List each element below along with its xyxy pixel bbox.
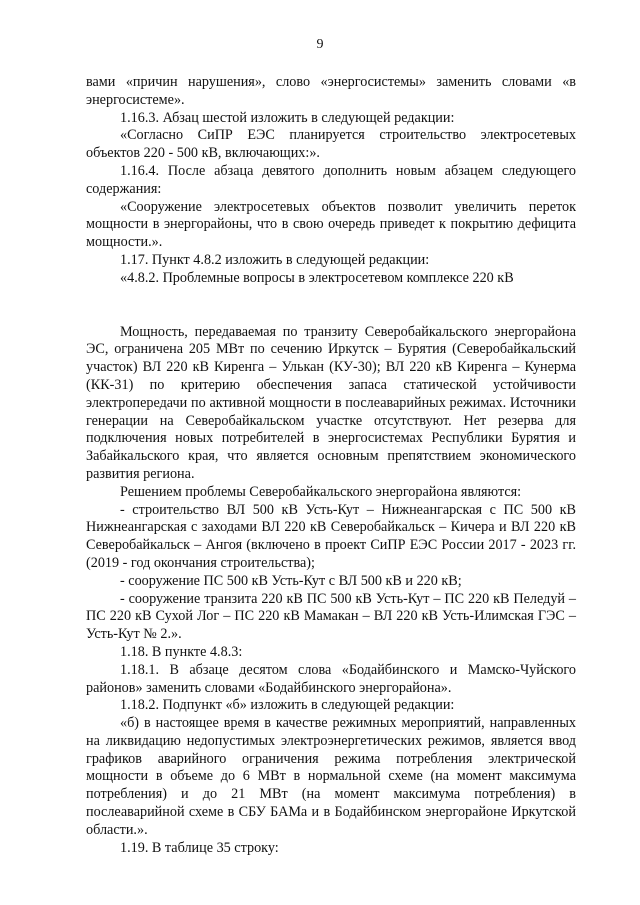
paragraph: «Согласно СиПР ЕЭС планируется строительство электросетевых объектов 220 - 500 кВ, включающих:». [86,127,576,162]
paragraph: 1.16.3. Абзац шестой изложить в следующей редакции: [120,109,455,126]
paragraph: «б) в настоящее время в качестве режимных мероприятий, направленных на ликвидацию недопустимых электроэнергетических режимов, является ввод графиков аварийного ограничения режима потребления электрической мощности в объеме до 6 МВт в нормальной схеме (на момент максимума потребления) и до 21 МВт (на момент максимума потребления) в послеаварийной схеме в СБУ БАМа и в Бодайбинском энергорайоне Иркутской области.». [86,715,576,838]
paragraph: «Сооружение электросетевых объектов позволит увеличить переток мощности в энергорайоны, что в свою очередь приведет к покрытию дефицита мощности.». [86,198,576,251]
list-item: - сооружение транзита 220 кВ ПС 500 кВ Усть-Кут – ПС 220 кВ Пеледуй – ПС 220 кВ Сухой Лог – ПС 220 кВ Мамакан – ВЛ 220 кВ Усть-Илимская ГЭС – Усть-Кут № 2.». [86,590,576,643]
paragraph: 1.18.2. Подпункт «б» изложить в следующей редакции: [120,697,455,714]
list-item: - сооружение ПС 500 кВ Усть-Кут с ВЛ 500 кВ и 220 кВ; [120,572,462,589]
list-item: - строительство ВЛ 500 кВ Усть-Кут – Нижнеангарская с ПС 500 кВ Нижнеангарская с заходами ВЛ 220 кВ Северобайкальск – Кичера и ВЛ 220 кВ Северобайкальск – Ангоя (включено в проект СиПР ЕЭС России 2017 - 2023 гг. (2019 - год окончания строительства); [86,501,576,571]
blank-line [86,288,576,324]
page-number: 9 [316,37,324,52]
paragraph: Решением проблемы Северобайкальского энергорайона являются: [120,483,522,500]
paragraph: 1.17. Пункт 4.8.2 изложить в следующей редакции: [120,251,430,268]
paragraph: 1.19. В таблице 35 строку: [120,839,279,856]
paragraph: 1.18.1. В абзаце десятом слова «Бодайбинского и Мамско-Чуйского районов» заменить словами «Бодайбинского энергорайона». [86,661,576,696]
paragraph: Мощность, передаваемая по транзиту Северобайкальского энергорайона ЭС, ограничена 205 МВт по сечению Иркутск – Бурятия (Северобайкальский участок) ВЛ 220 кВ Киренга – Улькан (КУ-30); ВЛ 220 кВ Киренга – Кунерма (КК-31) по критерию обеспечения запаса статической устойчивости электропередачи по активной мощности в послеаварийных режимах. Источники генерации на Северобайкальском участке отсутствуют. Нет резерва для подключения новых потребителей в энергосистемах Республики Бурятия и Забайкальского края, что является основным препятствием экономического развития региона. [86,323,576,482]
paragraph: 1.18. В пункте 4.8.3: [120,643,243,660]
document-body [86,74,576,857]
paragraph: 1.16.4. После абзаца девятого дополнить новым абзацем следующего содержания: [86,162,576,197]
section-heading: «4.8.2. Проблемные вопросы в электросетевом комплексе 220 кВ [120,269,514,286]
paragraph: вами «причин нарушения», слово «энергосистемы» заменить словами «в энергосистеме». [86,74,576,108]
